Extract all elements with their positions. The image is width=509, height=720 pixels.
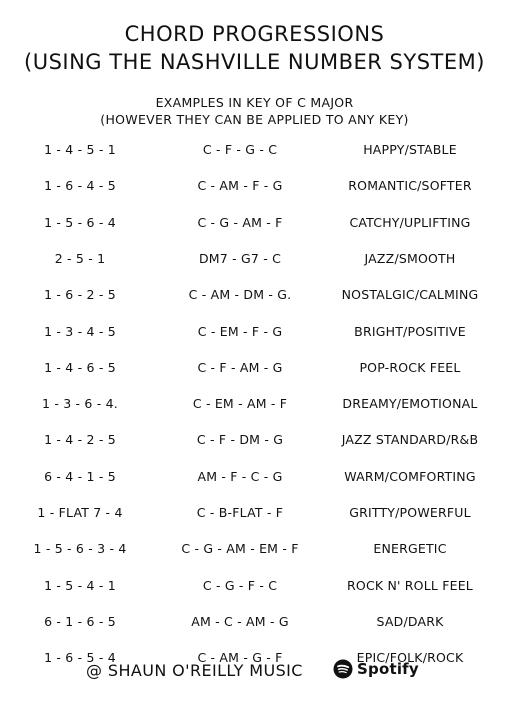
progression-row (0, 614, 509, 634)
progression-feel: DREAMY/EMOTIONAL (342, 396, 478, 412)
progression-chords: C - F - AM - G (197, 359, 283, 375)
page-title-subline: (USING THE NASHVILLE NUMBER SYSTEM) (24, 50, 485, 74)
progression-numbers: 1 - FLAT 7 - 4 (37, 505, 123, 520)
progression-chords: C - AM - F - G (197, 178, 283, 194)
credit-text: @ SHAUN O'REILLY MUSIC (86, 661, 303, 680)
progression-chords: C - AM - G - F (197, 650, 283, 666)
progression-chords: C - AM - DM - G. (188, 287, 292, 303)
progression-numbers: 1 - 5 - 4 - 1 (44, 577, 116, 593)
progression-feel: JAZZ STANDARD/R&B (341, 432, 479, 448)
progression-row (0, 178, 509, 198)
progression-feel: ROCK N' ROLL FEEL (347, 577, 473, 593)
progression-feel: ENERGETIC (373, 541, 447, 557)
progression-chords: AM - F - C - G (197, 468, 283, 484)
progression-chords: C - B-FLAT - F (196, 505, 284, 520)
progression-row (0, 142, 509, 162)
progression-feel: BRIGHT/POSITIVE (354, 323, 466, 339)
progression-numbers: 1 - 6 - 2 - 5 (44, 287, 116, 303)
subtitle-note: (HOWEVER THEY CAN BE APPLIED TO ANY KEY) (100, 112, 409, 127)
progression-row (0, 432, 509, 452)
progression-feel: JAZZ/SMOOTH (364, 250, 456, 266)
progression-numbers: 2 - 5 - 1 (54, 250, 106, 266)
progression-row (0, 215, 509, 235)
progression-row (0, 324, 509, 344)
progression-chords: C - F - G - C (202, 142, 278, 157)
progression-feel: NOSTALGIC/CALMING (341, 287, 479, 303)
progression-numbers: 1 - 5 - 6 - 3 - 4 (33, 541, 127, 557)
progression-numbers: 1 - 6 - 5 - 4 (44, 650, 116, 666)
progression-row (0, 505, 509, 525)
progression-row (0, 396, 509, 416)
spotify-brand[interactable] (333, 659, 419, 679)
progression-numbers: 1 - 4 - 2 - 5 (44, 432, 116, 448)
progression-row (0, 251, 509, 271)
progression-chords: C - G - F - C (202, 577, 278, 593)
progression-feel: WARM/COMFORTING (344, 468, 476, 484)
progression-row (0, 287, 509, 307)
progression-chords: C - F - DM - G (196, 432, 284, 448)
progression-feel: HAPPY/STABLE (363, 142, 457, 157)
progression-row (0, 541, 509, 561)
progression-numbers: 1 - 4 - 5 - 1 (44, 142, 116, 157)
progression-numbers: 1 - 3 - 6 - 4. (42, 396, 118, 412)
progression-chords: AM - C - AM - G (191, 613, 289, 629)
progression-chords: C - EM - AM - F (192, 396, 288, 412)
progression-row (0, 578, 509, 598)
progression-numbers: 1 - 6 - 4 - 5 (44, 178, 116, 194)
progression-feel: POP-ROCK FEEL (359, 359, 461, 375)
footer (0, 659, 509, 683)
spotify-label: Spotify (357, 660, 419, 678)
progression-feel: CATCHY/UPLIFTING (349, 214, 471, 230)
progression-feel: SAD/DARK (376, 613, 444, 629)
subtitle: EXAMPLES IN KEY OF C MAJOR (155, 95, 354, 110)
progression-numbers: 1 - 3 - 4 - 5 (44, 323, 116, 339)
progression-chords: C - G - AM - F (197, 214, 283, 230)
progression-row (0, 360, 509, 380)
progression-feel: GRITTY/POWERFUL (349, 505, 471, 520)
progression-numbers: 1 - 5 - 6 - 4 (44, 214, 116, 230)
progression-feel: EPIC/FOLK/ROCK (356, 650, 464, 666)
progression-feel: ROMANTIC/SOFTER (348, 178, 472, 194)
progression-chords: DM7 - G7 - C (198, 250, 282, 266)
progression-numbers: 6 - 1 - 6 - 5 (44, 613, 116, 629)
progression-chords: C - G - AM - EM - F (181, 541, 299, 557)
spotify-logo-icon (333, 659, 353, 679)
page-title: CHORD PROGRESSIONS (124, 22, 385, 46)
progression-row (0, 469, 509, 489)
progression-numbers: 6 - 4 - 1 - 5 (44, 468, 116, 484)
progression-numbers: 1 - 4 - 6 - 5 (44, 359, 116, 375)
progression-chords: C - EM - F - G (197, 323, 283, 339)
